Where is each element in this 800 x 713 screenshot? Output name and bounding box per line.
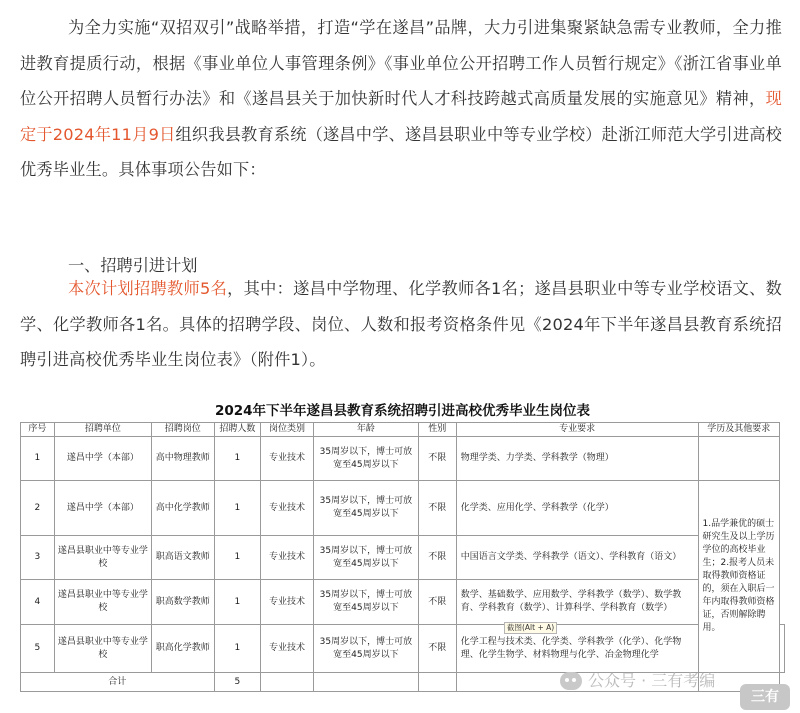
header-age: 年龄 — [313, 423, 418, 437]
screenshot-tooltip: 截图(Alt + A) — [504, 622, 557, 634]
cell-total-label: 合计 — [21, 673, 215, 692]
cell-age: 35周岁以下，博士可放宽至45周岁以下 — [313, 536, 418, 580]
cell-age: 35周岁以下，博士可放宽至45周岁以下 — [313, 580, 418, 625]
cell-total-count: 5 — [214, 673, 261, 692]
positions-table-image — [20, 396, 785, 713]
cell-type: 专业技术 — [261, 580, 314, 625]
paragraph-plan — [20, 271, 782, 378]
table-row — [21, 481, 785, 536]
cell-gender: 不限 — [418, 437, 456, 481]
cell-unit: 遂昌中学（本部） — [54, 481, 151, 536]
cell-major: 数学、基础数学、应用数学、学科教学（数学）、数学教育、学科教育（数学）、计算科学、学科教育（数学） — [456, 580, 698, 625]
cell-count: 1 — [214, 481, 261, 536]
table-row — [21, 580, 785, 625]
cell-count: 1 — [214, 625, 261, 673]
wechat-icon — [560, 672, 582, 690]
cell-post: 职高化学教师 — [152, 625, 215, 673]
header-unit: 招聘单位 — [54, 423, 151, 437]
cell-major: 物理学类、力学类、学科教学（物理） — [456, 437, 698, 481]
cell-type: 专业技术 — [261, 625, 314, 673]
cell-unit: 遂昌县职业中等专业学校 — [54, 580, 151, 625]
watermark-badge: 三有 — [740, 684, 790, 710]
plan-text-after: ，其中：遂昌中学物理、化学教师各1名；遂昌县职业中等专业学校语文、数学、化学教师各1名。具体的招聘学段、岗位、人数和报考资格条件见《2024年下半年遂昌县教育系统招聘引进高校优秀毕业生岗位表》（附件1）。 — [20, 279, 782, 369]
cell-no: 3 — [21, 536, 55, 580]
header-major: 专业要求 — [456, 423, 698, 437]
watermark — [560, 668, 715, 694]
cell-post: 职高数学教师 — [152, 580, 215, 625]
cell-post: 职高语文教师 — [152, 536, 215, 580]
intro-text-before: 为全力实施“双招双引”战略举措，打造“学在遂昌”品牌，大力引进集聚紧缺急需专业教师，全力推进教育提质行动，根据《事业单位人事管理条例》《事业单位公开招聘工作人员暂行规定》《浙江省事业单位公开招聘人员暂行办法》和《遂昌县关于加快新时代人才科技跨越式高质量发展的实施意见》精神， — [20, 18, 782, 108]
cell-no: 1 — [21, 437, 55, 481]
positions-table — [20, 422, 785, 692]
cell-empty — [261, 673, 314, 692]
cell-no: 4 — [21, 580, 55, 625]
cell-gender: 不限 — [418, 580, 456, 625]
cell-gender: 不限 — [418, 625, 456, 673]
cell-type: 专业技术 — [261, 437, 314, 481]
cell-qualification: 1.品学兼优的硕士研究生及以上学历学位的高校毕业生；2.报考人员未取得教师资格证的，须在入职后一年内取得教师资格证，否则解除聘用。 — [698, 481, 780, 673]
cell-count: 1 — [214, 580, 261, 625]
cell-age: 35周岁以下，博士可放宽至45周岁以下 — [313, 437, 418, 481]
cell-type: 专业技术 — [261, 481, 314, 536]
cell-major: 中国语言文学类、学科教学（语文）、学科教育（语文） — [456, 536, 698, 580]
table-row — [21, 536, 785, 580]
cell-unit: 遂昌中学（本部） — [54, 437, 151, 481]
table-title: 2024年下半年遂昌县教育系统招聘引进高校优秀毕业生岗位表 — [214, 403, 591, 419]
section-heading-plan: 一、招聘引进计划 — [68, 256, 198, 276]
cell-gender: 不限 — [418, 481, 456, 536]
cell-gender: 不限 — [418, 536, 456, 580]
table-row — [21, 437, 785, 481]
cell-age: 35周岁以下，博士可放宽至45周岁以下 — [313, 625, 418, 673]
table-row — [21, 625, 785, 673]
header-type: 岗位类别 — [261, 423, 314, 437]
cell-count: 1 — [214, 536, 261, 580]
header-count: 招聘人数 — [214, 423, 261, 437]
watermark-text: 公众号 · 三有考编 — [588, 671, 716, 690]
intro-date-highlight: 现定于2024年11月9日 — [20, 89, 782, 144]
cell-post: 高中物理教师 — [152, 437, 215, 481]
header-gender: 性别 — [418, 423, 456, 437]
cell-qualification-empty — [780, 625, 785, 673]
cell-major: 化学类、应用化学、学科教学（化学） — [456, 481, 698, 536]
header-qualification: 学历及其他要求 — [698, 423, 780, 437]
cell-age: 35周岁以下，博士可放宽至45周岁以下 — [313, 481, 418, 536]
plan-count-highlight: 本次计划招聘教师5名 — [68, 279, 228, 298]
header-no: 序号 — [21, 423, 55, 437]
cell-post: 高中化学教师 — [152, 481, 215, 536]
cell-unit: 遂昌县职业中等专业学校 — [54, 625, 151, 673]
cell-count: 1 — [214, 437, 261, 481]
paragraph-intro — [20, 10, 782, 188]
cell-qualification-empty — [698, 437, 780, 481]
cell-unit: 遂昌县职业中等专业学校 — [54, 536, 151, 580]
header-post: 招聘岗位 — [152, 423, 215, 437]
cell-no: 5 — [21, 625, 55, 673]
cell-empty — [313, 673, 418, 692]
intro-text-after: 组织我县教育系统（遂昌中学、遂昌县职业中等专业学校）赴浙江师范大学引进高校优秀毕业生。具体事项公告如下： — [20, 124, 782, 179]
cell-major: 化学工程与技术类、化学类、学科教学（化学）、化学物理、化学生物学、材料物理与化学、冶金物理化学 — [456, 625, 698, 673]
cell-type: 专业技术 — [261, 536, 314, 580]
cell-empty — [418, 673, 456, 692]
table-header-row — [21, 423, 785, 437]
cell-no: 2 — [21, 481, 55, 536]
